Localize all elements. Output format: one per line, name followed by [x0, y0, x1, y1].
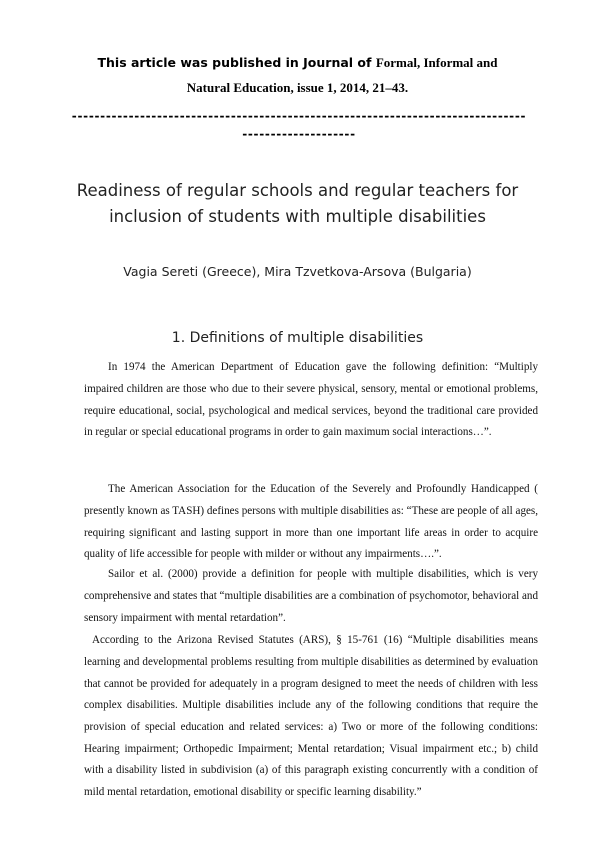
body-paragraph: Sailor et al. (2000) provide a definition for people with multiple disabilities, which is very comprehensive and states that “multiple disabilities are a combination of psychomotor, behavioral and sensory impairment with mental retardation”.	[84, 568, 538, 624]
publication-note-line2: Natural Education, issue 1, 2014, 21–43.	[186, 80, 409, 95]
body-paragraph: The American Association for the Education of the Severely and Profoundly Handicapped ( presently known as TASH) defines persons with multiple disabilities as: “These are people of all ages, requiring significant and lasting support in more than one important life areas in order to acquire quality of life accessible for people with milder or without any impairments….”.	[84, 483, 538, 561]
publication-note-prefix: This article was published in Journal of	[97, 55, 376, 70]
section-heading: 1. Definitions of multiple disabilities	[171, 330, 424, 346]
article-title-line1: Readiness of regular schools and regular teachers for	[76, 181, 519, 200]
publication-note-line1	[0, 55, 595, 71]
article-title-line2: inclusion of students with multiple disabilities	[109, 207, 486, 226]
divider-line-2: --------------------	[242, 127, 356, 141]
body-paragraph: According to the Arizona Revised Statutes (ARS), § 15-761 (16) “Multiple disabilities means learning and developmental problems resulting from multiple disabilities as determined by evaluation that cannot be provided for adequately in a program designed to meet the needs of children with less complex disabilities. Multiple disabilities include any of the following conditions that require the provision of special education and related services: a) Two or more of the following conditions: Hearing impairment; Orthopedic Impairment; Mental retardation; Visual impairment etc.; b) child with a disability listed in subdivision (a) of this paragraph existing concurrently with a condition of mild mental retardation, emotional disability or specific learning disability.”	[84, 634, 538, 799]
divider-line-1: --------------------------------------------------------------------------------	[71, 109, 527, 123]
article-authors: Vagia Sereti (Greece), Mira Tzvetkova-Arsova (Bulgaria)	[123, 264, 472, 279]
body-paragraph: In 1974 the American Department of Education gave the following definition: “Multiply impaired children are those who due to their severe physical, sensory, mental or emotional problems, require educational, social, psychological and medical services, beyond the traditional care provided in regular or special educational programs in order to gain maximum social interactions…”.	[84, 361, 538, 439]
publication-journal-name: Formal, Informal and	[375, 55, 498, 70]
